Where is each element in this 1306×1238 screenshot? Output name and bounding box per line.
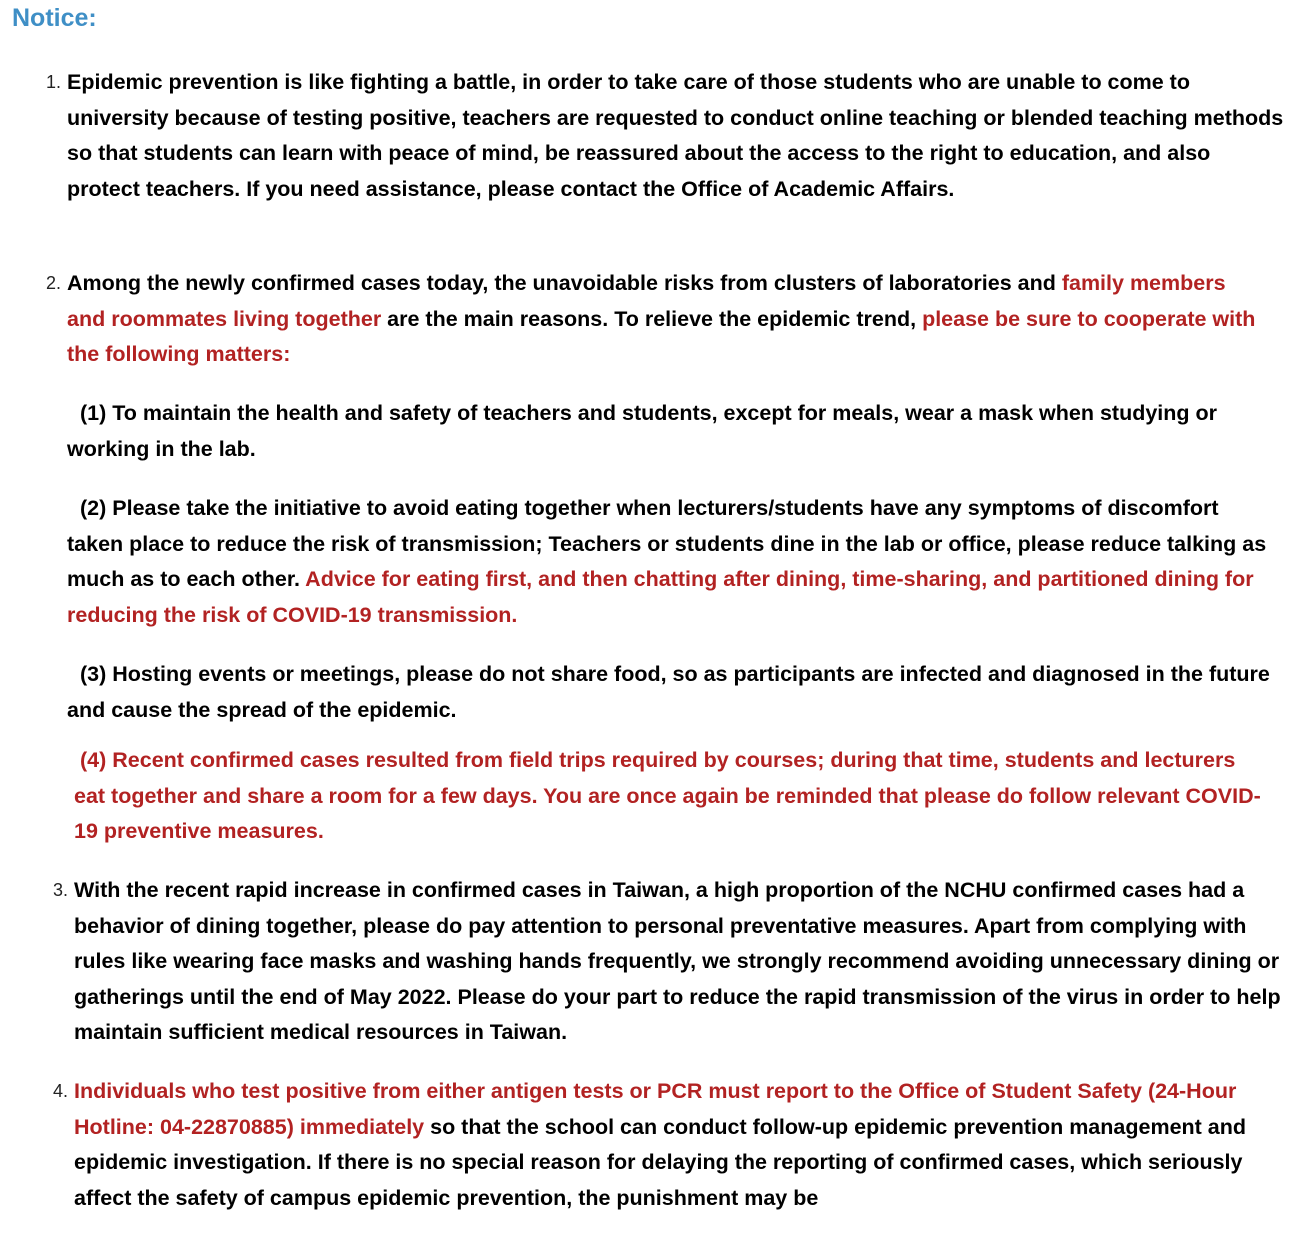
list-item-text: so that the school can conduct follow-up epidemic prevention management and epidemic investigation. If there is no special reason for delaying the reporting of confirmed cases, which seriously affect the safety of campus epidemic prevention, the punishment may be [74, 1114, 1247, 1210]
sub-item-4 [74, 743, 1264, 850]
list-item-3 [52, 873, 1286, 1051]
list-item-2 [45, 266, 1257, 373]
emphasis-text: family members and roommates living together [67, 271, 1226, 331]
list-item-4 [52, 1074, 1286, 1216]
list-number: 1. [45, 72, 61, 92]
page-title: Notice: [12, 4, 97, 32]
sub-item-text: (4) Recent confirmed cases resulted from field trips required by courses; during that time, students and lecturers eat together and share a room for a few days. You are once again be reminded that please do follow relevant COVID-19 preventive measures. [74, 748, 1261, 843]
sub-item-text: (2) Please take the initiative to avoid eating together when lecturers/students have any symptoms of discomfort taken place to reduce the risk of transmission; Teachers or students dine in the lab or office, please reduce talking as much as to each other. [67, 496, 1267, 591]
list-item-text: are the main reasons. To relieve the epidemic trend, [381, 306, 923, 331]
list-number: 4. [52, 1081, 68, 1101]
list-item-text: With the recent rapid increase in confirmed cases in Taiwan, a high proportion of the NCHU confirmed cases had a behavior of dining together, please do pay attention to personal preventative measures. Apart from complying with rules like wearing face masks and washing hands frequently, we strongly recommend avoiding unnecessary dining or gatherings until the end of May 2022. Please do your part to reduce the rapid transmission of the virus in order to help maintain sufficient medical resources in Taiwan. [74, 878, 1281, 1044]
list-item-text: Epidemic prevention is like fighting a battle, in order to take care of those students who are unable to come to university because of testing positive, teachers are requested to conduct online teaching or blended teaching methods so that students can learn with peace of mind, be reassured about the access to the right to education, and also protect teachers. If you need assistance, please contact the Office of Academic Affairs. [67, 70, 1284, 201]
sub-item-text: (1) To maintain the health and safety of teachers and students, except for meals, wear a mask when studying or working in the lab. [67, 401, 1218, 461]
sub-item-3 [67, 657, 1285, 728]
sub-item-1 [67, 396, 1227, 467]
list-item-1 [45, 65, 1285, 207]
emphasis-text: Advice for eating first, and then chatting after dining, time-sharing, and partitioned dining for reducing the risk of COVID-19 transmission. [67, 567, 1254, 627]
list-item-text: Among the newly confirmed cases today, the unavoidable risks from clusters of laboratories and [67, 271, 1062, 295]
list-number: 3. [52, 880, 68, 900]
emphasis-text: please be sure to cooperate with the following matters: [67, 306, 1256, 366]
sub-item-2 [67, 491, 1277, 633]
emphasis-text: Individuals who test positive from either antigen tests or PCR must report to the Office of Student Safety (24-Hour Hotline: 04-22870885) immediately [74, 1079, 1237, 1139]
list-number: 2. [45, 273, 61, 293]
sub-item-text: (3) Hosting events or meetings, please do not share food, so as participants are infected and diagnosed in the future and cause the spread of the epidemic. [67, 662, 1270, 722]
